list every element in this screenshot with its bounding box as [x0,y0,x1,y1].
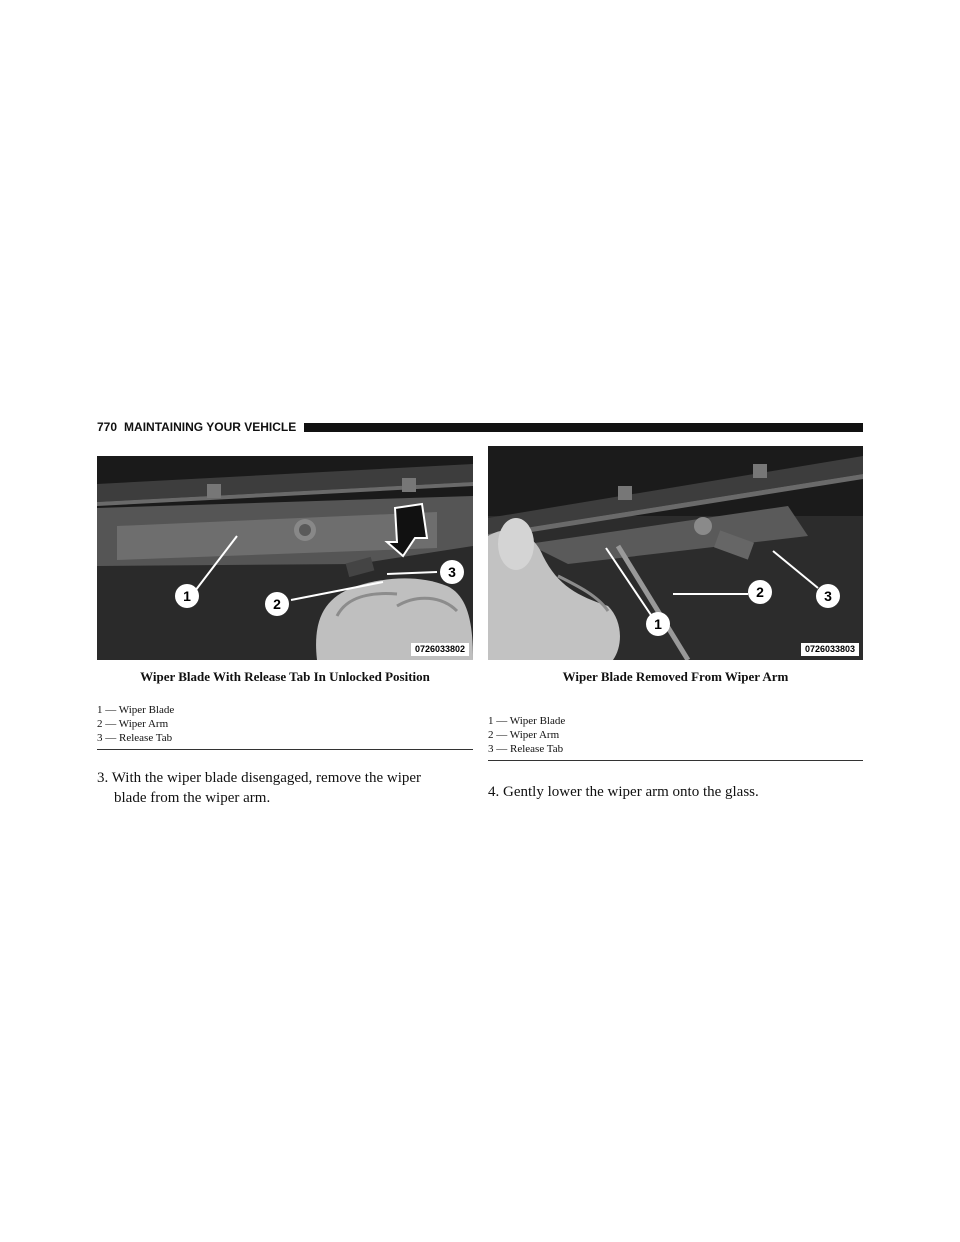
legend-item: 2 — Wiper Arm [97,718,169,730]
legend-item: 1 — Wiper Blade [488,715,566,727]
callout-3: 3 [824,588,832,604]
figure-code: 0726033803 [801,643,859,656]
instruction-step-3 [97,768,473,808]
figure-legend [488,714,863,761]
step-text-line: 3. With the wiper blade disengaged, remove the wiper [97,770,422,786]
step-text-line: blade from the wiper arm. [114,790,271,806]
figure-code: 0726033802 [411,643,469,656]
legend-item: 3 — Release Tab [488,743,564,755]
figure-caption: Wiper Blade With Release Tab In Unlocked Position [140,669,430,684]
wiper-photo-illustration [488,446,863,660]
legend-item: 3 — Release Tab [97,732,173,744]
page-number: 770 [97,420,118,434]
wiper-photo-illustration [97,456,473,660]
figure-caption: Wiper Blade Removed From Wiper Arm [562,669,789,684]
callout-1: 1 [654,616,662,632]
header-rule [304,423,863,432]
legend-item: 1 — Wiper Blade [97,704,175,716]
callout-1: 1 [183,588,191,604]
figure-legend [97,703,473,750]
figure-wiper-release-tab-unlocked [97,456,473,660]
legend-rule [488,760,863,761]
page-header [97,420,863,434]
legend-item: 2 — Wiper Arm [488,729,560,741]
callout-3: 3 [448,564,456,580]
callout-2: 2 [756,584,764,600]
legend-rule [97,749,473,750]
step-text-line: 4. Gently lower the wiper arm onto the glass. [488,784,759,800]
instruction-step-4 [488,782,863,802]
section-title: MAINTAINING YOUR VEHICLE [124,420,297,434]
figure-wiper-blade-removed [488,446,863,660]
callout-2: 2 [273,596,281,612]
